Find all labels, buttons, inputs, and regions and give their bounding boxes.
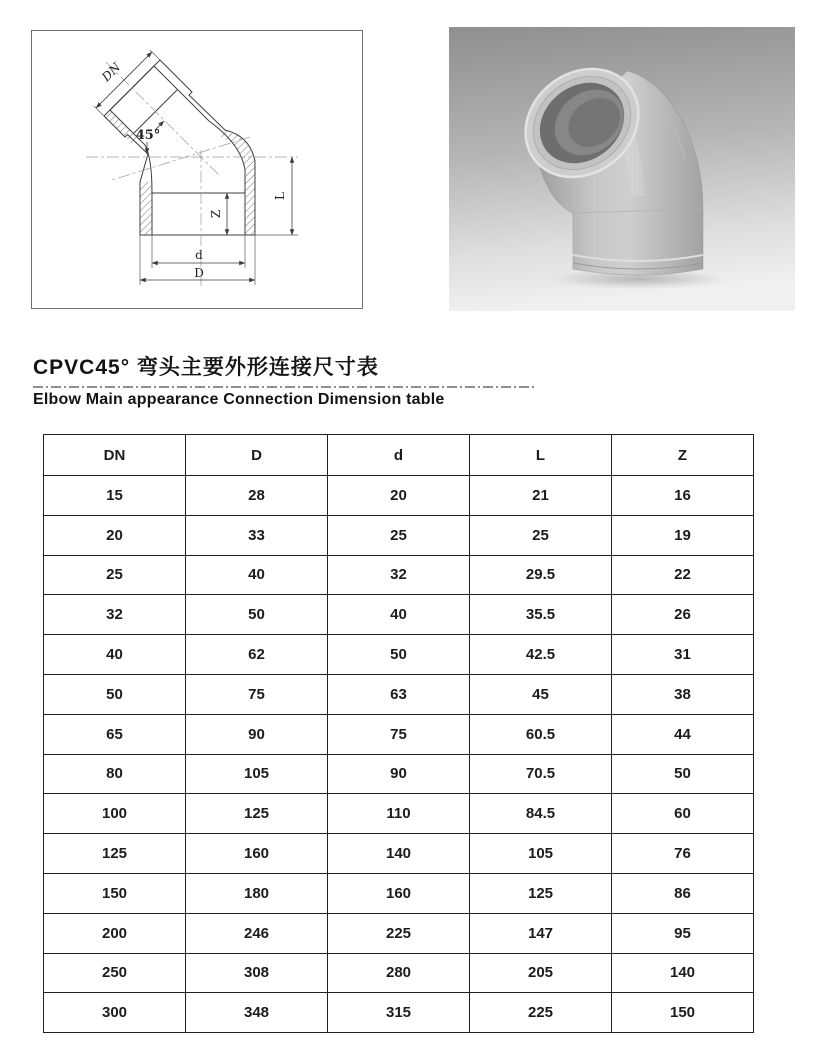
table-cell: 15 (44, 476, 186, 516)
dim-label-dn: DN (99, 60, 124, 85)
technical-drawing-svg (31, 30, 363, 309)
table-cell: 160 (186, 834, 328, 874)
table-cell: 26 (612, 595, 754, 635)
table-cell: 110 (328, 794, 470, 834)
table-cell: 21 (470, 476, 612, 516)
table-cell: 105 (186, 754, 328, 794)
table-cell: 250 (44, 953, 186, 993)
table-cell: 75 (328, 714, 470, 754)
table-row (44, 913, 754, 953)
table-cell: 80 (44, 754, 186, 794)
table-cell: 20 (44, 515, 186, 555)
table-cell: 40 (186, 555, 328, 595)
table-cell: 50 (328, 635, 470, 675)
table-cell: 100 (44, 794, 186, 834)
dimension-table (43, 434, 754, 1033)
table-cell: 280 (328, 953, 470, 993)
elbow-technical-drawing (31, 30, 363, 309)
table-cell: 50 (44, 674, 186, 714)
table-cell: 300 (44, 993, 186, 1033)
table-cell: 95 (612, 913, 754, 953)
table-header-row (44, 435, 754, 476)
table-row (44, 674, 754, 714)
table-cell: 246 (186, 913, 328, 953)
table-cell: 76 (612, 834, 754, 874)
table-cell: 90 (328, 754, 470, 794)
dim-label-angle: 45° (135, 128, 161, 143)
table-cell: 40 (44, 635, 186, 675)
section-hatching (104, 110, 255, 235)
table-cell: 44 (612, 714, 754, 754)
dim-label-d-inner: d (195, 248, 203, 262)
table-column-header: D (186, 435, 328, 476)
table-cell: 62 (186, 635, 328, 675)
dim-label-z: Z (209, 209, 223, 219)
title-divider (33, 386, 534, 388)
table-cell: 38 (612, 674, 754, 714)
table-column-header: DN (44, 435, 186, 476)
table-row (44, 873, 754, 913)
table-cell: 125 (470, 873, 612, 913)
table-cell: 205 (470, 953, 612, 993)
table-cell: 65 (44, 714, 186, 754)
table-cell: 32 (328, 555, 470, 595)
dimension-lines (96, 52, 292, 280)
table-row (44, 595, 754, 635)
elbow-outline (104, 60, 255, 235)
table-column-header: L (470, 435, 612, 476)
table-cell: 20 (328, 476, 470, 516)
page-title-en: Elbow Main appearance Connection Dimension table (33, 391, 445, 408)
dim-label-d-outer: D (194, 266, 204, 280)
table-cell: 60.5 (470, 714, 612, 754)
table-cell: 45 (470, 674, 612, 714)
table-row (44, 714, 754, 754)
elbow-product-photo (449, 27, 795, 311)
table-row (44, 635, 754, 675)
table-cell: 25 (470, 515, 612, 555)
table-cell: 16 (612, 476, 754, 516)
table-cell: 19 (612, 515, 754, 555)
table-cell: 125 (186, 794, 328, 834)
table-cell: 50 (612, 754, 754, 794)
table-row (44, 515, 754, 555)
table-cell: 150 (612, 993, 754, 1033)
table-cell: 63 (328, 674, 470, 714)
table-cell: 42.5 (470, 635, 612, 675)
table-cell: 70.5 (470, 754, 612, 794)
table-cell: 84.5 (470, 794, 612, 834)
table-cell: 200 (44, 913, 186, 953)
table-cell: 60 (612, 794, 754, 834)
table-cell: 308 (186, 953, 328, 993)
table-cell: 348 (186, 993, 328, 1033)
table-row (44, 476, 754, 516)
table-cell: 225 (470, 993, 612, 1033)
table-cell: 160 (328, 873, 470, 913)
table-cell: 25 (44, 555, 186, 595)
table-row (44, 794, 754, 834)
product-photo-svg (449, 27, 795, 311)
table-column-header: Z (612, 435, 754, 476)
table-column-header: d (328, 435, 470, 476)
table-cell: 35.5 (470, 595, 612, 635)
table-cell: 225 (328, 913, 470, 953)
table-cell: 29.5 (470, 555, 612, 595)
table-cell: 32 (44, 595, 186, 635)
table-cell: 90 (186, 714, 328, 754)
table-cell: 147 (470, 913, 612, 953)
table-row (44, 555, 754, 595)
table-cell: 31 (612, 635, 754, 675)
table-cell: 33 (186, 515, 328, 555)
table-cell: 25 (328, 515, 470, 555)
centerlines (86, 62, 298, 286)
table-row (44, 953, 754, 993)
table-cell: 40 (328, 595, 470, 635)
table-cell: 86 (612, 873, 754, 913)
table-cell: 75 (186, 674, 328, 714)
table-cell: 140 (328, 834, 470, 874)
table-cell: 180 (186, 873, 328, 913)
dim-label-l: L (273, 192, 287, 200)
dimension-table-body (44, 476, 754, 1033)
table-cell: 22 (612, 555, 754, 595)
table-cell: 140 (612, 953, 754, 993)
table-cell: 125 (44, 834, 186, 874)
table-row (44, 754, 754, 794)
table-cell: 105 (470, 834, 612, 874)
table-cell: 50 (186, 595, 328, 635)
page-title-zh: CPVC45° 弯头主要外形连接尺寸表 (33, 356, 379, 379)
table-row (44, 993, 754, 1033)
table-cell: 28 (186, 476, 328, 516)
table-row (44, 834, 754, 874)
table-cell: 315 (328, 993, 470, 1033)
table-cell: 150 (44, 873, 186, 913)
